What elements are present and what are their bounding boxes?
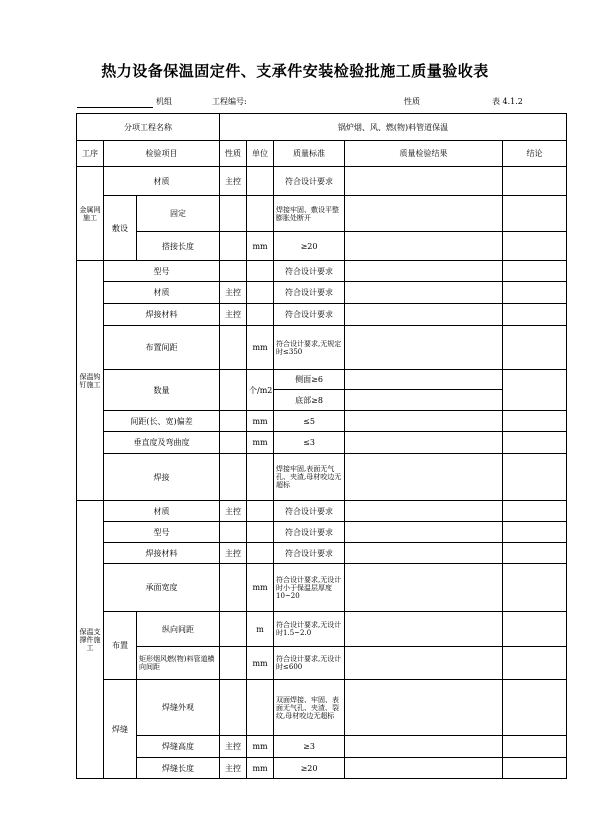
unit-cell	[247, 282, 274, 304]
group-weld: 焊缝	[104, 680, 137, 779]
result-cell[interactable]	[345, 564, 503, 612]
nature-cell	[220, 612, 247, 647]
project-no-label: 工程编号:	[212, 97, 247, 106]
item-cell: 矩形烟风燃(物)料管道横向间距	[137, 647, 220, 680]
result-cell[interactable]	[345, 304, 503, 326]
unit-cell	[247, 501, 274, 522]
conclusion-cell[interactable]	[503, 370, 567, 411]
nature-cell	[220, 564, 247, 612]
unit-cell: mm	[247, 432, 274, 454]
nature-cell: 主控	[220, 501, 247, 522]
table-row	[77, 232, 567, 261]
page-title: 热力设备保温固定件、支承件安装检验批施工质量验收表	[101, 62, 489, 80]
nature-cell	[220, 432, 247, 454]
nature-cell	[220, 411, 247, 432]
sub-project-value: 锅炉烟、风、燃(物)料管道保温	[220, 114, 567, 141]
item-cell: 搭接长度	[137, 232, 220, 261]
item-cell: 焊接材料	[104, 304, 220, 326]
result-cell[interactable]	[345, 736, 503, 758]
conclusion-cell[interactable]	[503, 522, 567, 543]
result-cell[interactable]	[345, 432, 503, 454]
standard-cell: 底部≥8	[274, 390, 345, 411]
result-cell[interactable]	[345, 758, 503, 779]
table-row	[77, 736, 567, 758]
table-row	[77, 411, 567, 432]
table-row	[77, 758, 567, 779]
result-cell[interactable]	[345, 326, 503, 370]
table-row	[77, 612, 567, 647]
item-cell: 材质	[104, 282, 220, 304]
nature-cell: 主控	[220, 282, 247, 304]
result-cell[interactable]	[345, 612, 503, 647]
item-cell: 焊接材料	[104, 543, 220, 564]
result-cell[interactable]	[345, 411, 503, 432]
standard-cell: 焊接牢固、敷设平整膨胀处断开	[274, 196, 345, 232]
table-row	[77, 454, 567, 501]
col-unit: 单位	[247, 141, 274, 167]
unit-cell	[247, 167, 274, 196]
table-row	[77, 647, 567, 680]
nature-cell	[220, 232, 247, 261]
standard-cell: ≤3	[274, 432, 345, 454]
nature-cell: 主控	[220, 304, 247, 326]
item-cell: 焊缝高度	[137, 736, 220, 758]
unit-cell: mm	[247, 736, 274, 758]
unit-cell	[247, 680, 274, 736]
nature-cell: 主控	[220, 758, 247, 779]
item-cell: 垂直度及弯曲度	[104, 432, 220, 454]
item-cell: 间距(长、宽)偏差	[104, 411, 220, 432]
conclusion-cell[interactable]	[503, 647, 567, 680]
result-cell[interactable]	[345, 261, 503, 282]
table-row	[77, 432, 567, 454]
nature-cell	[220, 370, 247, 411]
item-cell: 布置间距	[104, 326, 220, 370]
item-cell: 材质	[104, 501, 220, 522]
result-cell[interactable]	[345, 232, 503, 261]
conclusion-cell[interactable]	[503, 454, 567, 501]
nature-cell: 主控	[220, 543, 247, 564]
item-cell: 承面宽度	[104, 564, 220, 612]
table-row	[77, 680, 567, 736]
standard-cell: 符合设计要求	[274, 261, 345, 282]
standard-cell: 符合设计要求	[274, 304, 345, 326]
nature-cell: 主控	[220, 736, 247, 758]
standard-cell: ≥3	[274, 736, 345, 758]
conclusion-cell[interactable]	[503, 167, 567, 196]
conclusion-cell[interactable]	[503, 232, 567, 261]
conclusion-cell[interactable]	[503, 758, 567, 779]
unit-cell: mm	[247, 758, 274, 779]
col-process: 工序	[77, 141, 104, 167]
nature-cell	[220, 454, 247, 501]
item-cell: 焊缝长度	[137, 758, 220, 779]
unit-cell: 个/m2	[247, 370, 274, 411]
col-result: 质量检验结果	[345, 141, 503, 167]
table-row	[77, 564, 567, 612]
conclusion-cell[interactable]	[503, 326, 567, 370]
table-row	[77, 543, 567, 564]
conclusion-cell[interactable]	[503, 432, 567, 454]
conclusion-cell[interactable]	[503, 680, 567, 736]
col-conclusion: 结论	[503, 141, 567, 167]
unit-cell: m	[247, 612, 274, 647]
result-cell[interactable]	[345, 167, 503, 196]
standard-cell: 符合设计要求,无设计时1.5~2.0	[274, 612, 345, 647]
item-cell: 焊接	[104, 454, 220, 501]
result-cell[interactable]	[345, 680, 503, 736]
conclusion-cell[interactable]	[503, 411, 567, 432]
standard-cell: 符合设计要求	[274, 282, 345, 304]
standard-cell: 符合设计要求,无设计时≤600	[274, 647, 345, 680]
table-row	[77, 522, 567, 543]
result-cell[interactable]	[345, 370, 503, 390]
table-row	[77, 196, 567, 232]
table-row	[77, 304, 567, 326]
result-cell[interactable]	[345, 522, 503, 543]
col-standard: 质量标准	[274, 141, 345, 167]
standard-cell: 焊接牢固,表面无气孔、夹渣,母材咬边无超标	[274, 454, 345, 501]
col-nature: 性质	[220, 141, 247, 167]
conclusion-cell[interactable]	[503, 736, 567, 758]
result-cell[interactable]	[345, 501, 503, 522]
unit-cell	[247, 304, 274, 326]
group-laying: 敷设	[104, 196, 137, 261]
item-cell: 纵向间距	[137, 612, 220, 647]
item-cell: 焊缝外观	[137, 680, 220, 736]
standard-cell: 符合设计要求	[274, 522, 345, 543]
nature-cell	[220, 196, 247, 232]
standard-cell: 符合设计要求	[274, 543, 345, 564]
conclusion-cell[interactable]	[503, 564, 567, 612]
result-cell[interactable]	[345, 390, 503, 411]
unit-cell	[247, 522, 274, 543]
result-cell[interactable]	[345, 543, 503, 564]
acceptance-table	[76, 113, 567, 779]
result-cell[interactable]	[345, 647, 503, 680]
conclusion-cell[interactable]	[503, 261, 567, 282]
conclusion-cell[interactable]	[503, 612, 567, 647]
sub-project-row	[77, 114, 567, 141]
unit-cell	[247, 543, 274, 564]
conclusion-cell[interactable]	[503, 196, 567, 232]
group-layout: 布置	[104, 612, 137, 680]
conclusion-cell[interactable]	[503, 304, 567, 326]
process-nail: 保温钩钉施工	[77, 261, 104, 501]
standard-cell: 符合设计要求	[274, 167, 345, 196]
standard-cell: 符合设计要求,无设计时小于保温层厚度10~20	[274, 564, 345, 612]
process-metal-mesh: 金属网施工	[77, 167, 104, 261]
result-cell[interactable]	[345, 196, 503, 232]
column-header-row	[77, 141, 567, 167]
sub-project-label: 分项工程名称	[77, 114, 220, 141]
standard-cell: 侧面≥6	[274, 370, 345, 390]
nature-cell	[220, 680, 247, 736]
unit-cell: mm	[247, 647, 274, 680]
col-item: 检验项目	[104, 141, 220, 167]
unit-cell: mm	[247, 564, 274, 612]
table-row	[77, 282, 567, 304]
item-cell: 固定	[137, 196, 220, 232]
standard-cell: 符合设计要求,无规定时≤350	[274, 326, 345, 370]
unit-cell	[247, 454, 274, 501]
item-cell: 材质	[104, 167, 220, 196]
unit-cell: mm	[247, 411, 274, 432]
nature-cell	[220, 261, 247, 282]
conclusion-cell[interactable]	[503, 543, 567, 564]
table-row	[77, 501, 567, 522]
nature-cell	[220, 522, 247, 543]
standard-cell: 双面焊接、牢固、表面无气孔、夹渣、裂纹,母材咬边无超标	[274, 680, 345, 736]
standard-cell: ≥20	[274, 758, 345, 779]
standard-cell: ≥20	[274, 232, 345, 261]
nature-cell: 主控	[220, 167, 247, 196]
table-row	[77, 370, 567, 390]
result-cell[interactable]	[345, 282, 503, 304]
unit-cell: mm	[247, 326, 274, 370]
item-cell: 数量	[104, 370, 220, 411]
table-row	[77, 261, 567, 282]
standard-cell: 符合设计要求	[274, 501, 345, 522]
table-number: 表 4.1.2	[492, 97, 523, 106]
conclusion-cell[interactable]	[503, 282, 567, 304]
item-cell: 型号	[104, 261, 220, 282]
table-row	[77, 326, 567, 370]
item-cell: 型号	[104, 522, 220, 543]
unit-blank-line	[77, 107, 153, 108]
nature-label: 性质	[404, 97, 420, 106]
nature-cell	[220, 326, 247, 370]
result-cell[interactable]	[345, 454, 503, 501]
table-row	[77, 167, 567, 196]
unit-cell: mm	[247, 232, 274, 261]
unit-cell	[247, 196, 274, 232]
conclusion-cell[interactable]	[503, 501, 567, 522]
unit-label: 机组	[156, 97, 172, 106]
unit-cell	[247, 261, 274, 282]
standard-cell: ≤5	[274, 411, 345, 432]
nature-cell	[220, 647, 247, 680]
process-support: 保温支撑件施工	[77, 501, 104, 779]
